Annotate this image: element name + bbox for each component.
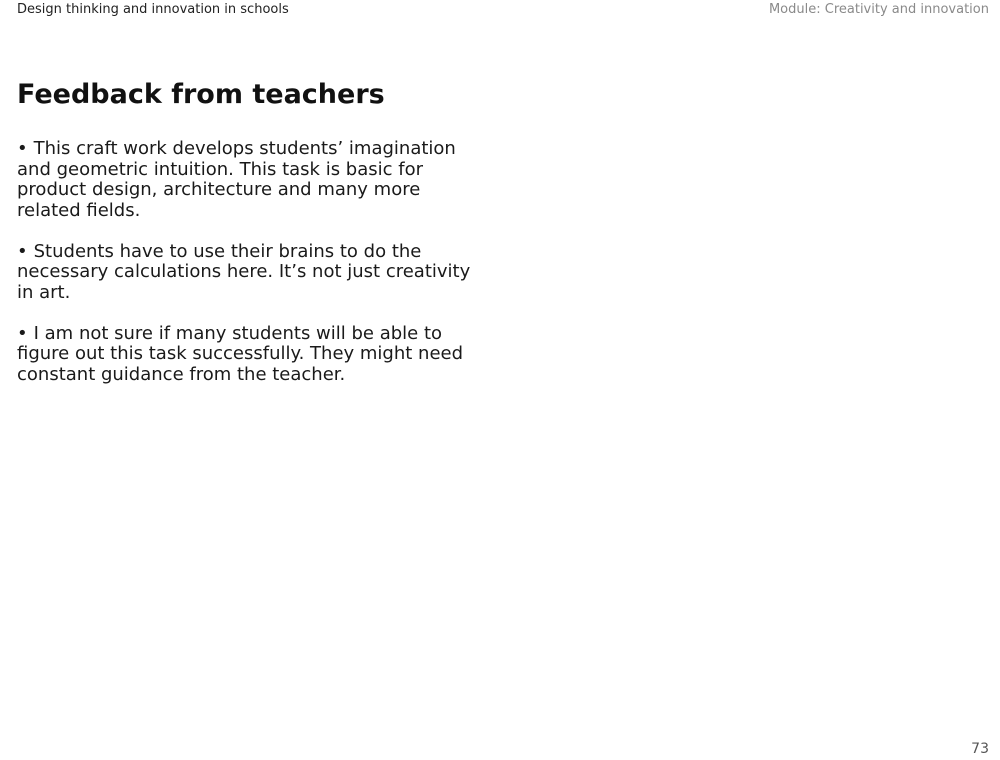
feedback-item (17, 139, 487, 221)
bullet-icon: • (17, 138, 28, 159)
bullet-icon: • (17, 322, 28, 344)
feedback-list (17, 139, 487, 406)
feedback-item (17, 324, 487, 386)
feedback-text: I am not sure if many students will be able to figure out this task successfully. They might need constant guidance from the teacher. (17, 322, 464, 385)
feedback-item (17, 242, 487, 304)
module-name-header: Module: Creativity and innovation (768, 2, 989, 17)
feedback-text: Students have to use their brains to do the necessary calculations here. It’s not just creativity in art. (17, 240, 471, 303)
bullet-icon: • (17, 240, 28, 262)
page-title: Feedback from teachers (17, 79, 385, 110)
page-number: 73 (971, 741, 989, 757)
document-title-header: Design thinking and innovation in schools (17, 2, 289, 17)
feedback-text: This craft work develops students’ imagination and geometric intuition. This task is basic for product design, architecture and many more related fields. (17, 138, 456, 221)
